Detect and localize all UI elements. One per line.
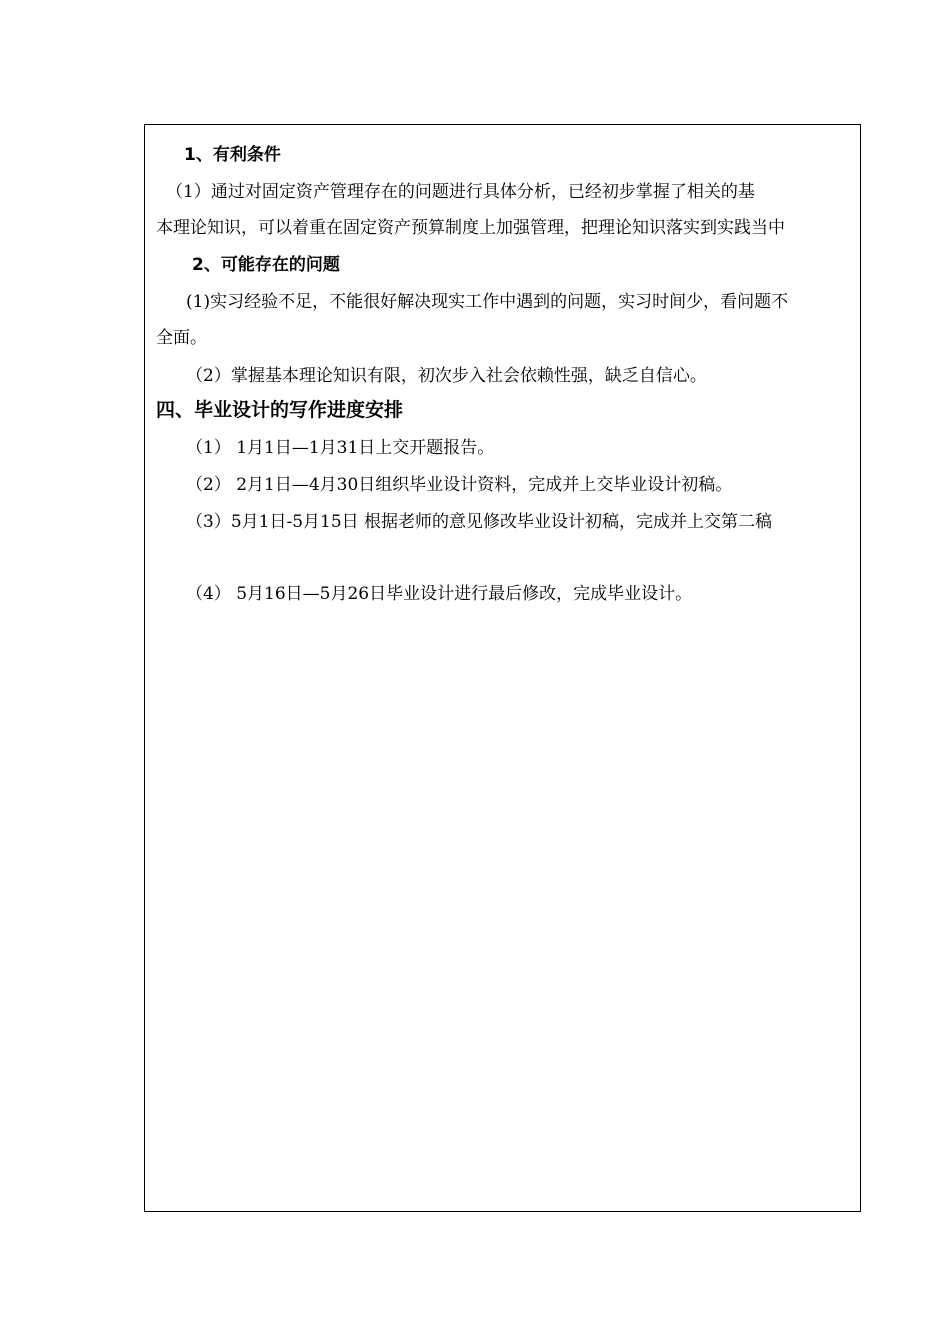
paragraph-line: 本理论知识，可以着重在固定资产预算制度上加强管理，把理论知识落实到实践当中 bbox=[156, 218, 785, 238]
section-heading-schedule: 四、毕业设计的写作进度安排 bbox=[156, 399, 404, 421]
paragraph-line: (1)实习经验不足，不能很好解决现实工作中遇到的问题，实习时间少，看问题不 bbox=[186, 292, 789, 312]
subsection-title-favorable-conditions: 1、有利条件 bbox=[184, 145, 281, 165]
schedule-item: （2） 2月1日—4月30日组织毕业设计资料，完成并上交毕业设计初稿。 bbox=[186, 475, 733, 495]
schedule-item: （4） 5月16日—5月26日毕业设计进行最后修改，完成毕业设计。 bbox=[186, 584, 693, 604]
document-frame bbox=[144, 124, 861, 1212]
paragraph-line: 全面。 bbox=[156, 328, 207, 348]
subsection-title-possible-problems: 2、可能存在的问题 bbox=[192, 255, 340, 275]
schedule-item: （3）5月1日-5月15日 根据老师的意见修改毕业设计初稿，完成并上交第二稿 bbox=[186, 512, 773, 532]
paragraph-line: （1）通过对固定资产管理存在的问题进行具体分析，已经初步掌握了相关的基 bbox=[166, 182, 755, 202]
schedule-item: （1） 1月1日—1月31日上交开题报告。 bbox=[186, 438, 495, 458]
paragraph-line: （2）掌握基本理论知识有限，初次步入社会依赖性强，缺乏自信心。 bbox=[186, 366, 707, 386]
